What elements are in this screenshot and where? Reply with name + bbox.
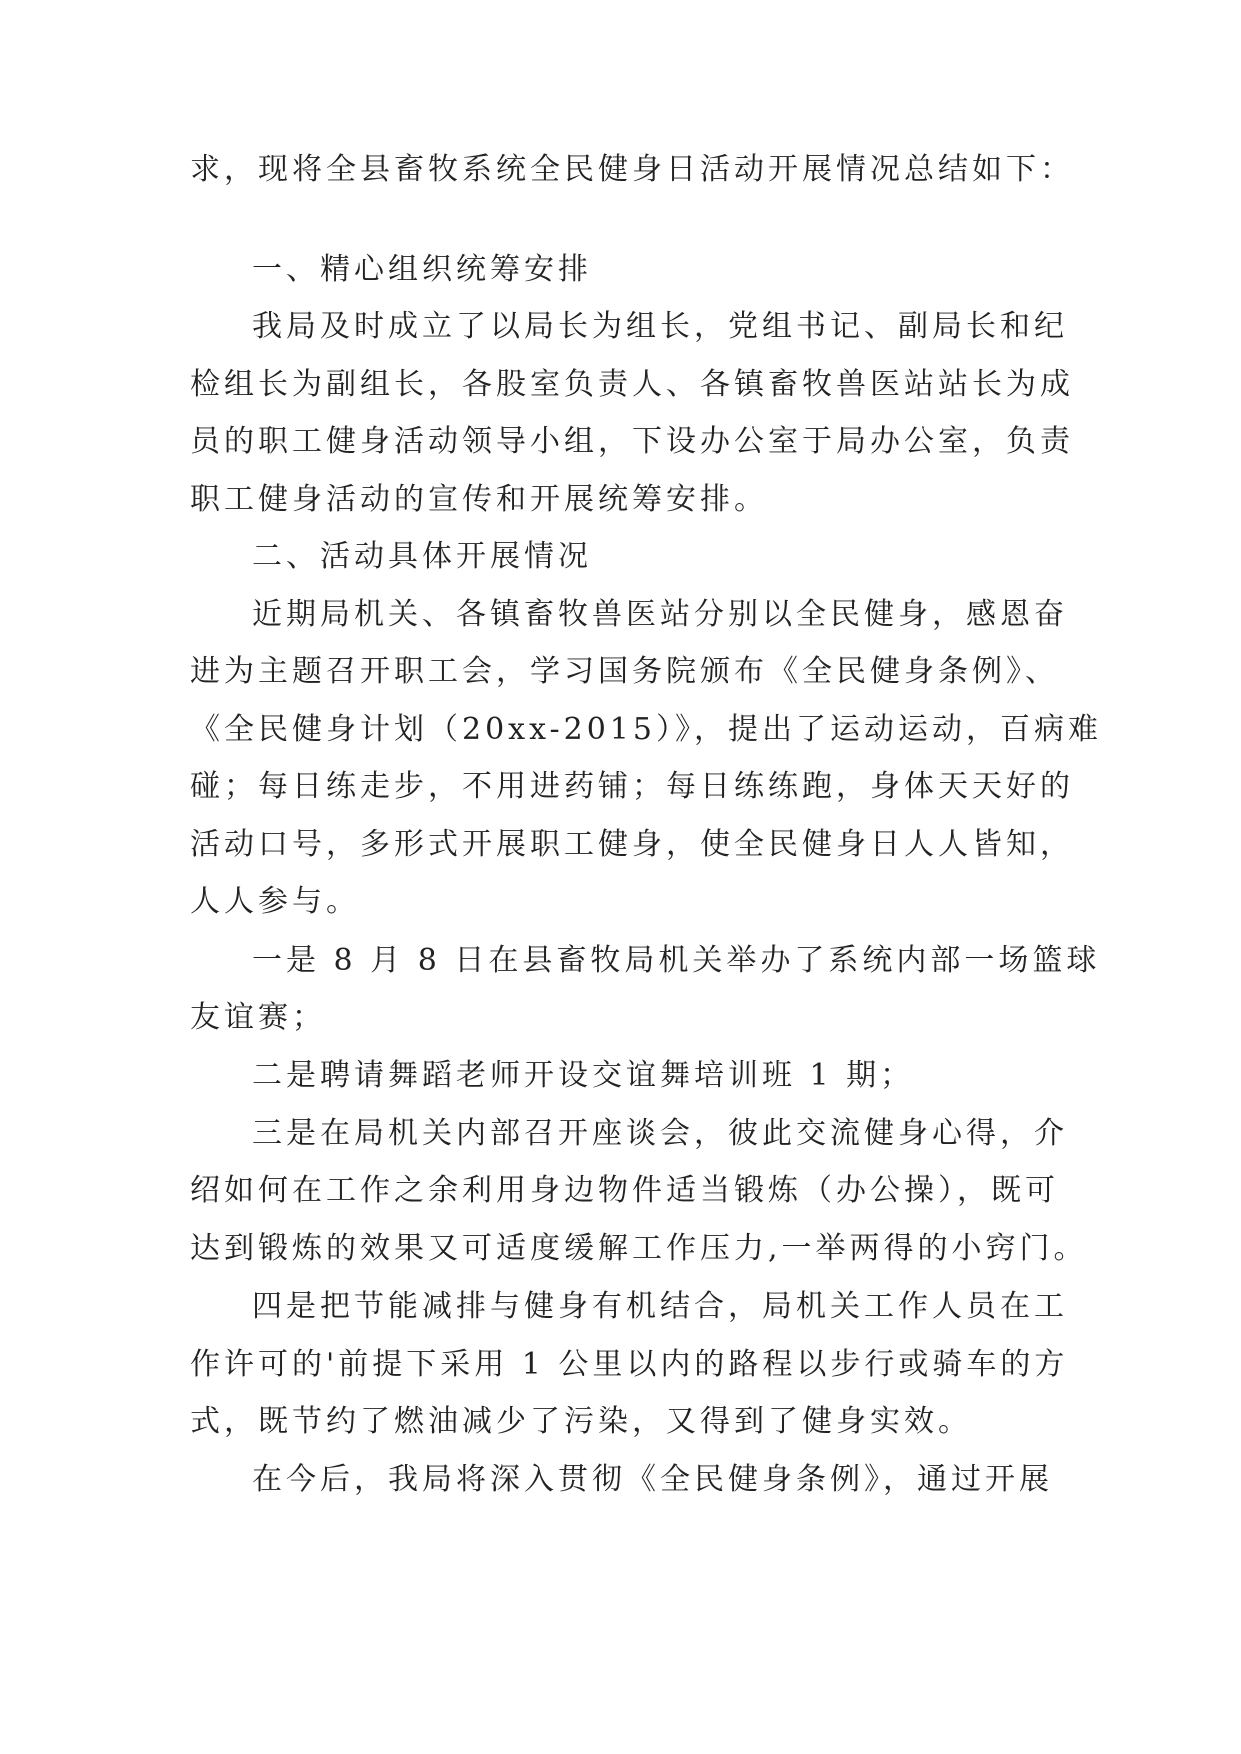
text-line: 三是在局机关内部召开座谈会，彼此交流健身心得，介	[252, 1116, 1068, 1151]
text-line: 绍如何在工作之余利用身边物件适当锻炼（办公操），既可	[190, 1173, 1059, 1208]
text-line: 《全民健身计划（20xx-2015）》，提出了运动运动，百病难	[190, 712, 1102, 747]
section-heading: 一、精心组织统筹安排	[252, 252, 592, 287]
text-line: 作许可的'前提下采用 1 公里以内的路程以步行或骑车的方	[190, 1347, 1069, 1382]
text-line: 在今后，我局将深入贯彻《全民健身条例》，通过开展	[252, 1462, 1053, 1497]
text-line: 友谊赛；	[190, 1000, 326, 1035]
text-line: 检组长为副组长，各股室负责人、各镇畜牧兽医站站长为成	[190, 367, 1074, 402]
text-line: 一是 8 月 8 日在县畜牧局机关举办了系统内部一场篮球	[252, 943, 1101, 978]
text-line: 达到锻炼的效果又可适度缓解工作压力,一举两得的小窍门。	[190, 1231, 1088, 1266]
text-line: 二是聘请舞蹈老师开设交谊舞培训班 1 期；	[252, 1058, 915, 1093]
text-line: 四是把节能减排与健身有机结合，局机关工作人员在工	[252, 1289, 1068, 1324]
text-line: 活动口号，多形式开展职工健身，使全民健身日人人皆知，	[190, 827, 1074, 862]
text-line: 我局及时成立了以局长为组长，党组书记、副局长和纪	[252, 309, 1068, 344]
text-line: 式，既节约了燃油减少了污染，又得到了健身实效。	[190, 1404, 972, 1439]
text-line: 求，现将全县畜牧系统全民健身日活动开展情况总结如下：	[190, 152, 1074, 187]
text-line: 职工健身活动的宣传和开展统筹安排。	[190, 482, 768, 517]
text-line: 碰；每日练走步，不用进药铺；每日练练跑，身体天天好的	[190, 769, 1074, 804]
text-line: 近期局机关、各镇畜牧兽医站分别以全民健身，感恩奋	[252, 597, 1068, 632]
text-line: 人人参与。	[190, 884, 360, 919]
text-line: 员的职工健身活动领导小组，下设办公室于局办公室，负责	[190, 424, 1074, 459]
section-heading: 二、活动具体开展情况	[252, 539, 592, 574]
text-line: 进为主题召开职工会，学习国务院颁布《全民健身条例》、	[190, 654, 1059, 689]
